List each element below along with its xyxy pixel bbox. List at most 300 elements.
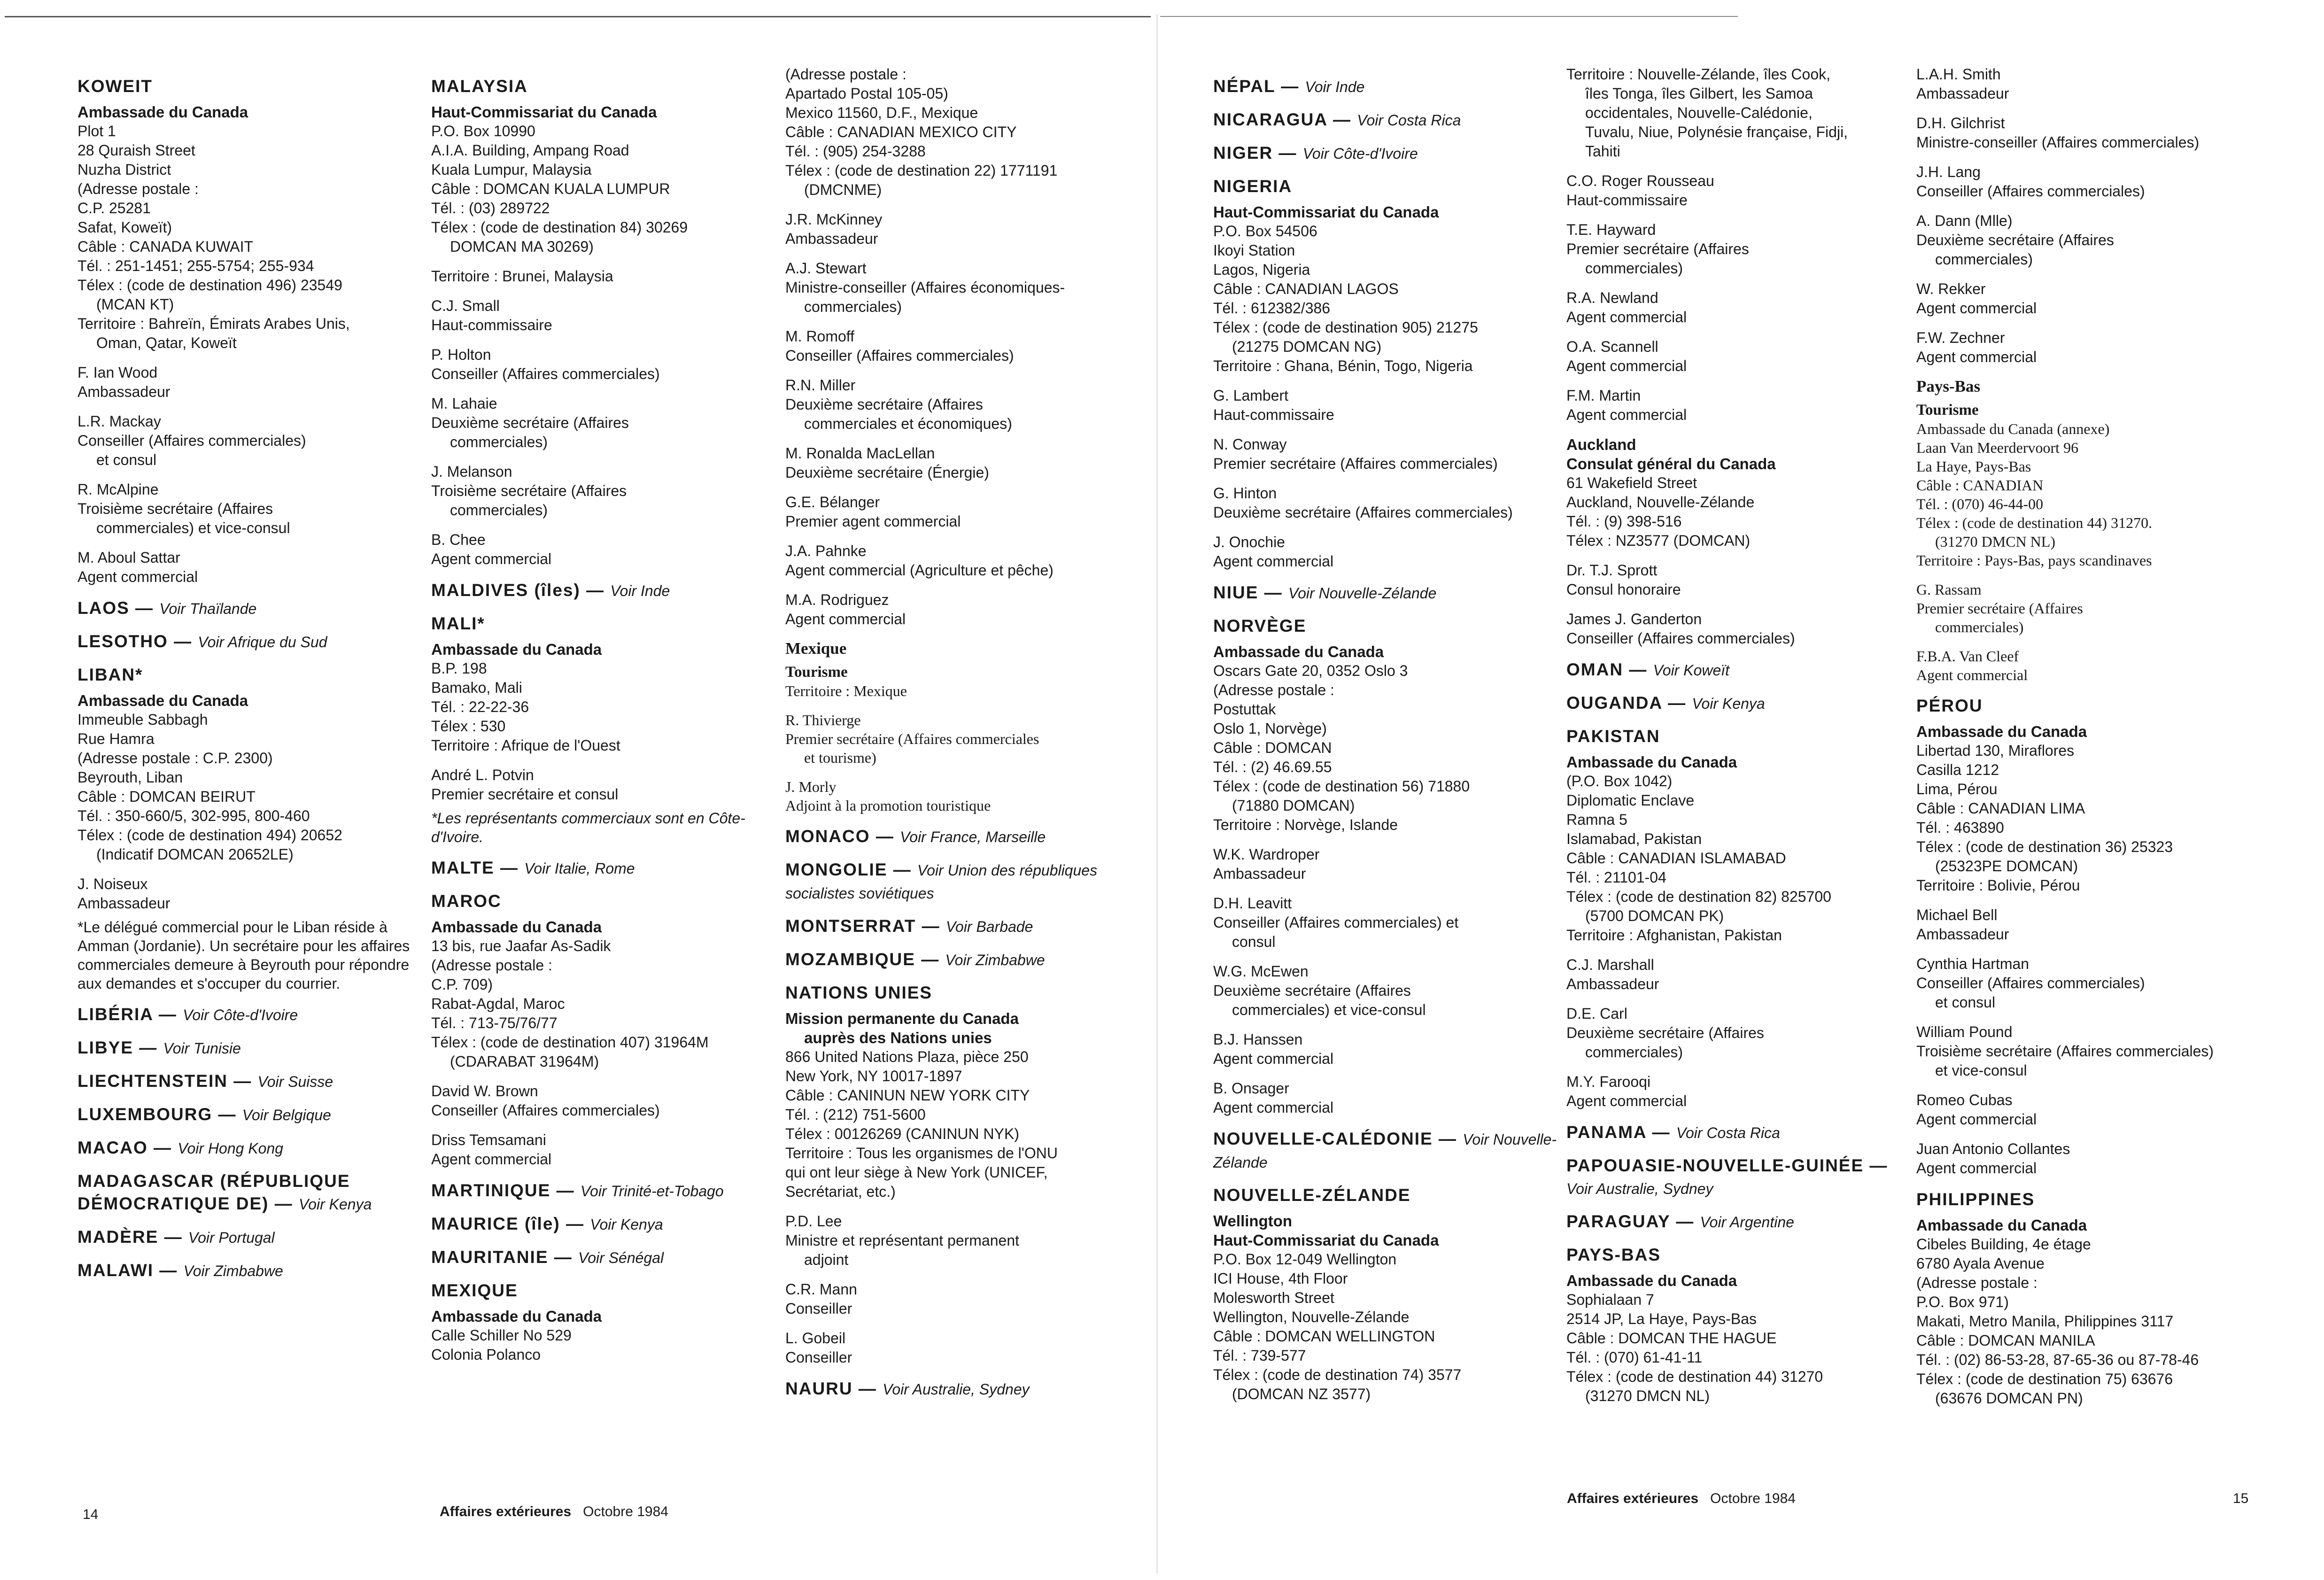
directory-line: Conseiller (Affaires commerciales) — [431, 1102, 660, 1119]
directory-line: Télex : (code de destination 407) 31964M — [431, 1034, 709, 1051]
directory-line: Câble : DOMCAN THE HAGUE — [1566, 1330, 1777, 1347]
entry-spacer — [1916, 201, 2264, 211]
directory-line: Ambassadeur — [1916, 926, 2009, 943]
directory-line: Tél. : (212) 751-5600 — [785, 1106, 926, 1123]
country-heading — [431, 1213, 779, 1236]
mission-title: Ambassade du Canada — [77, 692, 248, 709]
cross-reference: Voir Tunisie — [163, 1040, 241, 1057]
directory-line: Kuala Lumpur, Malaysia — [431, 161, 592, 178]
directory-line: C.R. Mann — [785, 1281, 857, 1298]
directory-line: Tél. : 22-22-36 — [431, 698, 529, 715]
directory-line: New York, NY 10017-1897 — [785, 1068, 962, 1084]
cross-reference: Voir Nouvelle-Zélande — [1213, 1131, 1557, 1171]
country-name: MALAWI — [77, 1261, 154, 1280]
directory-line: F.M. Martin — [1566, 387, 1641, 404]
directory-line: Libertad 130, Miraflores — [1916, 742, 2075, 759]
tourism-line: R. Thivierge — [785, 712, 861, 728]
entry-spacer — [431, 452, 779, 462]
country-heading — [1916, 1188, 2264, 1211]
dash-separator: — — [548, 1247, 579, 1267]
country-heading — [1566, 692, 1914, 715]
directory-line: Télex : (code de destination 75) 63676 — [1916, 1371, 2173, 1387]
directory-line: Conseiller (Affaires commerciales) et — [1213, 914, 1459, 931]
directory-line: A.I.A. Building, Ampang Road — [431, 142, 629, 159]
cross-reference: Voir Union des républiques socialistes soviétiques — [785, 862, 1098, 902]
directory-line: Ministre-conseiller (Affaires économiques- — [785, 279, 1065, 296]
country-heading — [1566, 1244, 1914, 1266]
entry-spacer — [1566, 550, 1914, 561]
tourism-line: Agent commercial — [1916, 666, 2028, 683]
country-name: PAPOUASIE-NOUVELLE-GUINÉE — [1566, 1156, 1864, 1175]
entry-spacer — [785, 200, 1133, 210]
directory-line: Ikoyi Station — [1213, 242, 1295, 259]
directory-line: consul — [1232, 933, 1276, 950]
directory-line: Haut-commissaire — [1213, 406, 1334, 423]
directory-line: T.E. Hayward — [1566, 221, 1656, 238]
directory-line: Premier secrétaire et consul — [431, 786, 619, 803]
tourism-line: Ambassade du Canada (annexe) — [1916, 420, 2110, 437]
right-page-column-3 — [1916, 65, 2264, 1408]
directory-line: Casilla 1212 — [1916, 761, 1999, 778]
directory-line: R.N. Miller — [785, 377, 856, 394]
country-name: PHILIPPINES — [1916, 1190, 2035, 1209]
footer-left-publication: Affaires extérieures — [440, 1504, 572, 1519]
cross-reference: Voir Afrique du Sud — [198, 634, 327, 651]
cross-reference: Voir Nouvelle-Zélande — [1288, 585, 1437, 602]
directory-line: Ambassadeur — [1566, 976, 1659, 992]
directory-line: D.H. Gilchrist — [1916, 115, 2005, 132]
tourism-line: G. Rassam — [1916, 581, 1982, 598]
directory-line: Télex : (code de destination 74) 3577 — [1213, 1366, 1462, 1383]
directory-line: Juan Antonio Collantes — [1916, 1140, 2070, 1157]
mission-title: Consulat général du Canada — [1566, 455, 1776, 472]
directory-line: Agent commercial — [785, 611, 906, 627]
directory-line: Tél. : 713-75/76/77 — [431, 1015, 558, 1031]
country-name: OMAN — [1566, 660, 1624, 679]
directory-line: C.P. 709) — [431, 976, 493, 993]
country-name: PÉROU — [1916, 696, 1983, 715]
directory-line: Territoire : Afrique de l'Ouest — [431, 737, 620, 754]
directory-line: Câble : DOMCAN BEIRUT — [77, 788, 256, 805]
directory-line: commerciales) — [450, 502, 548, 519]
directory-line: Makati, Metro Manila, Philippines 3117 — [1916, 1313, 2174, 1330]
directory-line: Rue Hamra — [77, 730, 155, 747]
directory-line: Territoire : Ghana, Bénin, Togo, Nigeria — [1213, 357, 1473, 374]
directory-line: Tél. : 739-577 — [1213, 1347, 1306, 1364]
country-heading — [785, 982, 1133, 1004]
country-name: NIGER — [1213, 143, 1273, 163]
country-name: MALI* — [431, 614, 485, 633]
dash-separator: — — [212, 1105, 242, 1124]
directory-line: Tél. : 463890 — [1916, 819, 2004, 836]
directory-line: Câble : DOMCAN — [1213, 739, 1332, 756]
entry-spacer — [1916, 1012, 2264, 1022]
dash-separator: — — [1623, 660, 1653, 679]
directory-line: Deuxième secrétaire (Affaires — [1213, 982, 1411, 999]
directory-line: (Adresse postale : C.P. 2300) — [77, 750, 273, 767]
entry-spacer — [1566, 161, 1914, 171]
country-name: PAYS-BAS — [1566, 1245, 1661, 1264]
country-name: MALDIVES (îles) — [431, 581, 581, 600]
directory-line: Conseiller (Affaires commerciales) — [1916, 183, 2145, 200]
country-name: LUXEMBOURG — [77, 1105, 213, 1124]
directory-line: (MCAN KT) — [96, 296, 174, 313]
directory-line: Deuxième secrétaire (Affaires — [431, 414, 629, 431]
country-heading — [431, 612, 779, 635]
directory-line: ICI House, 4th Floor — [1213, 1270, 1348, 1287]
directory-line: et vice-consul — [1935, 1062, 2027, 1079]
directory-line: Télex : (code de destination 36) 25323 — [1916, 838, 2173, 855]
directory-line: A. Dann (Mlle) — [1916, 212, 2013, 229]
tourism-heading: Mexique — [785, 639, 847, 658]
tourism-line: Premier secrétaire (Affaires commerciales — [785, 730, 1039, 747]
directory-line: Nuzha District — [77, 161, 171, 178]
dash-separator: — — [1273, 143, 1303, 163]
directory-line: Michael Bell — [1916, 906, 1998, 923]
dash-separator: — — [133, 1038, 163, 1057]
directory-line: Immeuble Sabbagh — [77, 711, 208, 728]
directory-line: Agent commercial — [1916, 1111, 2037, 1128]
country-name: NOUVELLE-CALÉDONIE — [1213, 1129, 1433, 1148]
tourism-line: Câble : CANADIAN — [1916, 477, 2044, 494]
entry-spacer — [431, 520, 779, 530]
entry-spacer — [1916, 636, 2264, 647]
directory-line: Agent commercial — [1566, 406, 1687, 423]
directory-line: Calle Schiller No 529 — [431, 1327, 572, 1344]
directory-line: Premier secrétaire (Affaires commerciales) — [1213, 455, 1498, 472]
directory-line: Agent commercial — [1916, 349, 2037, 365]
entry-spacer — [1213, 835, 1561, 845]
directory-line: commerciales) et vice-consul — [1232, 1001, 1426, 1018]
entry-spacer — [1916, 318, 2264, 328]
directory-line: B. Onsager — [1213, 1080, 1289, 1097]
country-name: LESOTHO — [77, 632, 168, 651]
entry-spacer — [785, 1201, 1133, 1212]
entry-spacer — [1566, 210, 1914, 220]
cross-reference: Voir Kenya — [1692, 695, 1765, 712]
directory-line: D.H. Leavitt — [1213, 895, 1292, 912]
dash-separator: — — [916, 916, 946, 936]
entry-spacer — [1566, 376, 1914, 386]
directory-line: W.G. McEwen — [1213, 963, 1309, 980]
directory-line: Postuttak — [1213, 701, 1276, 718]
entry-spacer — [431, 256, 779, 267]
cross-reference: Voir Zimbabwe — [183, 1262, 283, 1279]
footer-right — [1567, 1491, 1796, 1507]
dash-separator: — — [1864, 1156, 1888, 1175]
country-heading — [1566, 1154, 1914, 1200]
dash-separator: — — [1433, 1129, 1463, 1148]
entry-spacer — [77, 470, 425, 480]
directory-line: Ramna 5 — [1566, 811, 1627, 828]
entry-spacer — [785, 1270, 1133, 1280]
mission-title: Haut-Commissariat du Canada — [1213, 1231, 1439, 1249]
directory-line: (Adresse postale : — [1213, 682, 1334, 698]
entry-spacer — [1566, 425, 1914, 435]
entry-spacer — [1916, 944, 2264, 954]
country-heading — [785, 825, 1133, 848]
entry-spacer — [431, 1071, 779, 1082]
mission-title: Ambassade du Canada — [1213, 643, 1384, 660]
cross-reference: Voir Argentine — [1700, 1214, 1794, 1231]
directory-line: Agent commercial — [1213, 1050, 1334, 1067]
directory-line: Conseiller (Affaires commerciales) — [1566, 630, 1795, 647]
directory-line: Ministre et représentant permanent — [785, 1232, 1020, 1249]
directory-line: commerciales et économiques) — [804, 415, 1012, 432]
directory-line: Tél. : 251-1451; 255-5754; 255-934 — [77, 257, 314, 274]
tourism-line: Territoire : Mexique — [785, 682, 907, 699]
directory-line: G.E. Bélanger — [785, 494, 880, 511]
cross-reference: Voir Italie, Rome — [524, 860, 635, 877]
country-name: MAROC — [431, 891, 502, 911]
tourism-subheading: Tourisme — [1916, 402, 1979, 418]
directory-line: Dr. T.J. Sprott — [1566, 562, 1658, 579]
directory-line: Télex : (code de destination 82) 825700 — [1566, 888, 1831, 905]
directory-line: Territoire : Bahreïn, Émirats Arabes Unis, — [77, 315, 350, 332]
entry-spacer — [1566, 1062, 1914, 1072]
country-heading — [77, 1103, 425, 1126]
mission-title: Wellington — [1213, 1212, 1293, 1230]
directory-line: (Adresse postale : — [1916, 1274, 2037, 1291]
footnote: *Les représentants commerciaux sont en Côte-d'Ivoire. — [431, 810, 745, 845]
entry-spacer — [1213, 425, 1561, 435]
country-name: MARTINIQUE — [431, 1181, 551, 1200]
entry-spacer — [77, 864, 425, 875]
entry-spacer — [1213, 473, 1561, 484]
directory-line: commerciales) — [1585, 260, 1683, 277]
directory-line: Premier secrétaire (Affaires — [1566, 240, 1749, 257]
entry-spacer — [785, 434, 1133, 444]
directory-line: Agent commercial — [1916, 300, 2037, 317]
directory-line: Câble : CANADIAN ISLAMABAD — [1566, 850, 1786, 867]
directory-line: C.J. Small — [431, 297, 500, 314]
directory-line: C.O. Roger Rousseau — [1566, 172, 1714, 189]
directory-line: P.O. Box 12-049 Wellington — [1213, 1251, 1397, 1268]
country-name: PAKISTAN — [1566, 727, 1660, 746]
directory-line: Agent commercial — [431, 1151, 552, 1168]
directory-line: Câble : DOMCAN MANILA — [1916, 1332, 2095, 1349]
country-heading — [1213, 615, 1561, 637]
footnote: *Le délégué commercial pour le Liban réside à Amman (Jordanie). Un secrétaire pour les affaires commerciales demeure à Beyrouth pour répondre aux demandes et s'occuper du courrier. — [77, 919, 410, 992]
entry-spacer — [1566, 945, 1914, 955]
cross-reference: Voir Costa Rica — [1357, 112, 1461, 129]
dash-separator: — — [887, 860, 918, 879]
dash-separator: — — [550, 1181, 581, 1200]
directory-line: Câble : CANADIAN MEXICO CITY — [785, 124, 1017, 140]
country-heading — [1213, 175, 1561, 198]
country-name: NOUVELLE-ZÉLANDE — [1213, 1185, 1411, 1205]
left-page-column-2 — [431, 65, 779, 1364]
country-heading — [77, 75, 425, 98]
directory-line: Ministre-conseiller (Affaires commerciales) — [1916, 134, 2200, 151]
directory-line: Rabat-Agdal, Maroc — [431, 995, 565, 1012]
directory-line: Territoire : Tous les organismes de l'ONU — [785, 1145, 1058, 1162]
cross-reference: Voir Côte-d'Ivoire — [183, 1007, 298, 1023]
dash-separator: — — [1646, 1123, 1676, 1142]
directory-line: Apartado Postal 105-05) — [785, 85, 948, 102]
country-name: PANAMA — [1566, 1123, 1647, 1142]
entry-spacer — [431, 384, 779, 394]
mission-title: Ambassade du Canada — [1916, 723, 2087, 740]
dash-separator: — — [580, 581, 611, 600]
mission-title: auprès des Nations unies — [804, 1029, 992, 1046]
tourism-line: J. Morly — [785, 778, 837, 795]
directory-line: Tuvalu, Niue, Polynésie française, Fidji, — [1585, 124, 1848, 140]
directory-line: Deuxième secrétaire (Affaires — [1566, 1024, 1764, 1041]
country-name: NIUE — [1213, 583, 1259, 602]
directory-line: Câble : DOMCAN WELLINGTON — [1213, 1328, 1435, 1345]
directory-line: qui ont leur siège à New York (UNICEF, — [785, 1164, 1048, 1181]
right-page-column-1 — [1213, 65, 1561, 1404]
directory-line: F. Ian Wood — [77, 364, 158, 381]
entry-spacer — [1916, 895, 2264, 906]
dash-separator: — — [129, 598, 160, 618]
country-heading — [1213, 108, 1561, 132]
dash-separator: — — [227, 1071, 258, 1091]
directory-line: Tahiti — [1585, 143, 1620, 160]
directory-line: Tél. : (2) 46.69.55 — [1213, 759, 1332, 775]
directory-line: Diplomatic Enclave — [1566, 792, 1695, 809]
directory-line: D.E. Carl — [1566, 1005, 1627, 1022]
directory-line: (CDARABAT 31964M) — [450, 1053, 599, 1070]
directory-line: Câble : CANADIAN LIMA — [1916, 800, 2085, 817]
mission-title: Haut-Commissariat du Canada — [431, 103, 657, 121]
directory-line: Ambassadeur — [1213, 865, 1306, 882]
tourism-line: et tourisme) — [804, 749, 876, 766]
directory-line: Agent commercial — [1916, 1160, 2037, 1177]
entry-spacer — [431, 1120, 779, 1131]
directory-line: M.Y. Farooqi — [1566, 1073, 1651, 1090]
dash-separator: — — [852, 1379, 883, 1398]
cross-reference: Voir Barbade — [945, 918, 1033, 935]
country-name: MONACO — [785, 827, 870, 846]
country-heading — [77, 1070, 425, 1093]
directory-line: Agent commercial (Agriculture et pêche) — [785, 562, 1054, 579]
directory-line: J.R. McKinney — [785, 211, 883, 228]
directory-line: Driss Temsamani — [431, 1131, 546, 1148]
entry-spacer — [1213, 952, 1561, 962]
directory-line: Safat, Koweït) — [77, 219, 172, 236]
directory-line: Lima, Pérou — [1916, 781, 1998, 798]
mission-title: Ambassade du Canada — [1566, 753, 1737, 771]
directory-line: M.A. Rodriguez — [785, 591, 889, 608]
directory-line: J.A. Pahnke — [785, 542, 867, 559]
directory-line: Télex : (code de destination 905) 21275 — [1213, 319, 1478, 336]
directory-line: David W. Brown — [431, 1083, 538, 1100]
directory-line: Câble : DOMCAN KUALA LUMPUR — [431, 180, 670, 197]
mission-title: Ambassade du Canada — [431, 1308, 602, 1325]
tourism-line: Télex : (code de destination 44) 31270. — [1916, 514, 2153, 531]
entry-spacer — [77, 353, 425, 363]
directory-line: Territoire : Nouvelle-Zélande, îles Cook, — [1566, 66, 1831, 83]
country-name: MOZAMBIQUE — [785, 950, 915, 969]
country-name: NAURU — [785, 1379, 853, 1398]
directory-line: et consul — [96, 451, 157, 468]
directory-line: P.O. Box 10990 — [431, 123, 535, 139]
dash-separator: — — [1258, 583, 1288, 602]
country-heading — [1566, 658, 1914, 682]
country-heading — [431, 857, 779, 880]
directory-line: Plot 1 — [77, 123, 116, 139]
cross-reference: Voir Inde — [1305, 78, 1365, 95]
directory-line: W.K. Wardroper — [1213, 846, 1320, 863]
directory-line: commerciales) — [450, 434, 548, 450]
entry-spacer — [1566, 327, 1914, 337]
directory-line: O.A. Scannell — [1566, 338, 1658, 355]
country-heading — [1916, 695, 2264, 717]
country-heading — [77, 630, 425, 653]
tourism-line: Territoire : Pays-Bas, pays scandinaves — [1916, 552, 2152, 569]
mission-title: Auckland — [1566, 436, 1636, 453]
directory-line: (Adresse postale : — [785, 66, 906, 83]
directory-line: Tél. : 612382/386 — [1213, 300, 1331, 317]
directory-line: N. Conway — [1213, 436, 1287, 453]
directory-line: Oscars Gate 20, 0352 Oslo 3 — [1213, 662, 1408, 679]
dash-separator: — — [1275, 77, 1305, 96]
entry-spacer — [1213, 883, 1561, 894]
dash-separator: — — [1670, 1212, 1700, 1231]
directory-line: Troisième secrétaire (Affaires — [431, 482, 627, 499]
country-name: MALTE — [431, 858, 495, 877]
directory-line: (25323PE DOMCAN) — [1935, 858, 2078, 875]
directory-line: G. Lambert — [1213, 387, 1289, 404]
country-name: LIECHTENSTEIN — [77, 1071, 228, 1091]
country-heading — [1213, 1184, 1561, 1207]
tourism-line: Laan Van Meerdervoort 96 — [1916, 439, 2079, 456]
directory-line: Ambassadeur — [785, 230, 878, 247]
directory-line: M. Lahaie — [431, 395, 497, 412]
entry-spacer — [1566, 994, 1914, 1004]
directory-line: Territoire : Afghanistan, Pakistan — [1566, 927, 1782, 944]
left-page-column-1 — [77, 65, 425, 1287]
directory-line: L. Gobeil — [785, 1330, 846, 1347]
cross-reference: Voir Kenya — [590, 1216, 663, 1233]
directory-line: Conseiller (Affaires commerciales) — [785, 347, 1014, 364]
directory-line: Islamabad, Pakistan — [1566, 830, 1702, 847]
country-name: NÉPAL — [1213, 77, 1275, 96]
directory-line: Conseiller (Affaires commerciales) — [77, 432, 306, 449]
mission-title: Ambassade du Canada — [77, 103, 248, 121]
directory-line: Lagos, Nigeria — [1213, 261, 1310, 278]
directory-line: Sophialaan 7 — [1566, 1291, 1654, 1308]
directory-line: Tél. : (905) 254-3288 — [785, 143, 926, 160]
directory-line: W. Rekker — [1916, 280, 1986, 297]
directory-line: Deuxième secrétaire (Affaires commerciales) — [1213, 504, 1513, 521]
directory-line: Conseiller (Affaires commerciales) — [1916, 975, 2145, 991]
country-name: MONGOLIE — [785, 860, 888, 879]
directory-line: commerciales) et vice-consul — [96, 519, 290, 536]
directory-line: Agent commercial — [1213, 1099, 1334, 1116]
country-heading — [431, 890, 779, 913]
entry-spacer — [785, 365, 1133, 376]
directory-line: Télex : 530 — [431, 718, 506, 735]
footer-left-date: Octobre 1984 — [583, 1504, 668, 1519]
directory-line: Télex : 00126269 (CANINUN NYK) — [785, 1125, 1019, 1142]
entry-spacer — [785, 1318, 1133, 1329]
directory-line: Ambassadeur — [77, 383, 170, 400]
cross-reference: Voir Thaïlande — [159, 600, 257, 617]
tourism-line: (31270 DMCN NL) — [1935, 533, 2055, 550]
directory-line: 13 bis, rue Jaafar As-Sadik — [431, 937, 611, 954]
directory-line: G. Hinton — [1213, 485, 1277, 502]
directory-line: James J. Ganderton — [1566, 611, 1702, 627]
country-heading — [1213, 581, 1561, 604]
country-heading — [77, 1037, 425, 1060]
footer-right-date: Octobre 1984 — [1710, 1491, 1796, 1506]
dash-separator: — — [154, 1261, 184, 1280]
country-heading — [431, 1279, 779, 1302]
dash-separator: — — [560, 1214, 590, 1233]
